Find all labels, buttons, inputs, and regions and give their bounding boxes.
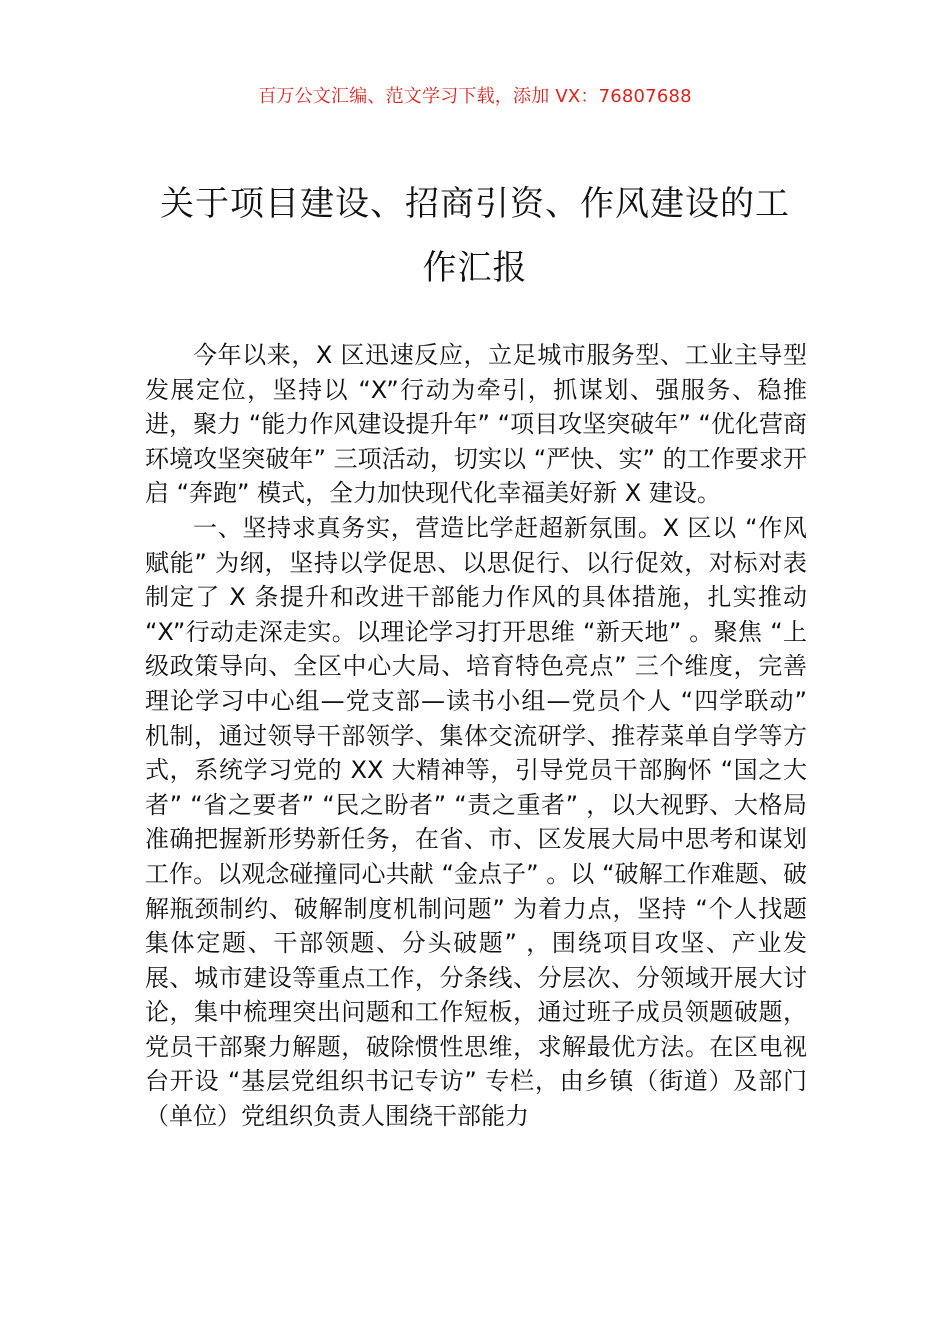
title-line-2: 作汇报 bbox=[422, 248, 528, 288]
paragraph-intro: 今年以来，X 区迅速反应，立足城市服务型、工业主导型发展定位，坚持以 “X”行动为牵引，抓谋划、强服务、稳推进，聚力 “能力作风建设提升年” “项目攻坚突破年” “优化营商环境攻坚突破年” 三项活动，切实以 “严快、实” 的工作要求开启 “奔跑” 模式，全力加快现代化幸福美好新 X 建设。 bbox=[145, 341, 807, 508]
document-title bbox=[145, 172, 805, 300]
title-line-1: 关于项目建设、招商引资、作风建设的工 bbox=[160, 184, 790, 224]
document-body bbox=[145, 338, 807, 1134]
header-notice: 百万公文汇编、范文学习下载，添加 VX：76807688 bbox=[258, 86, 692, 107]
paragraph-section-one: 一、坚持求真务实，营造比学赶超新氛围。X 区以 “作风赋能” 为纲，坚持以学促思、以思促行、以行促效，对标对表制定了 X 条提升和改进干部能力作风的具体措施，扎实推动 “X”行动走深走实。以理论学习打开思维 “新天地” 。聚焦 “上级政策导向、全区中心大局、培育特色亮点” 三个维度，完善理论学习中心组—党支部—读书小组—党员个人 “四学联动” 机制，通过领导干部领学、集体交流研学、推荐菜单自学等方式，系统学习党的 XX 大精神等，引导党员干部胸怀 “国之大者” “省之要者” “民之盼者” “责之重者” ，以大视野、大格局准确把握新形势新任务，在省、市、区发展大局中思考和谋划工作。以观念碰撞同心共献 “金点子” 。以 “破解工作难题、破解瓶颈制约、破解制度机制问题” 为着力点，坚持 “个人找题集体定题、干部领题、分头破题” ，围绕项目攻坚、产业发展、城市建设等重点工作，分条线、分层次、分领域开展大讨论，集中梳理突出问题和工作短板，通过班子成员领题破题，党员干部聚力解题，破除惯性思维，求解最优方法。在区电视台开设 “基层党组织书记专访” 专栏，由乡镇（街道）及部门（单位）党组织负责人围绕干部能力 bbox=[145, 513, 807, 1131]
